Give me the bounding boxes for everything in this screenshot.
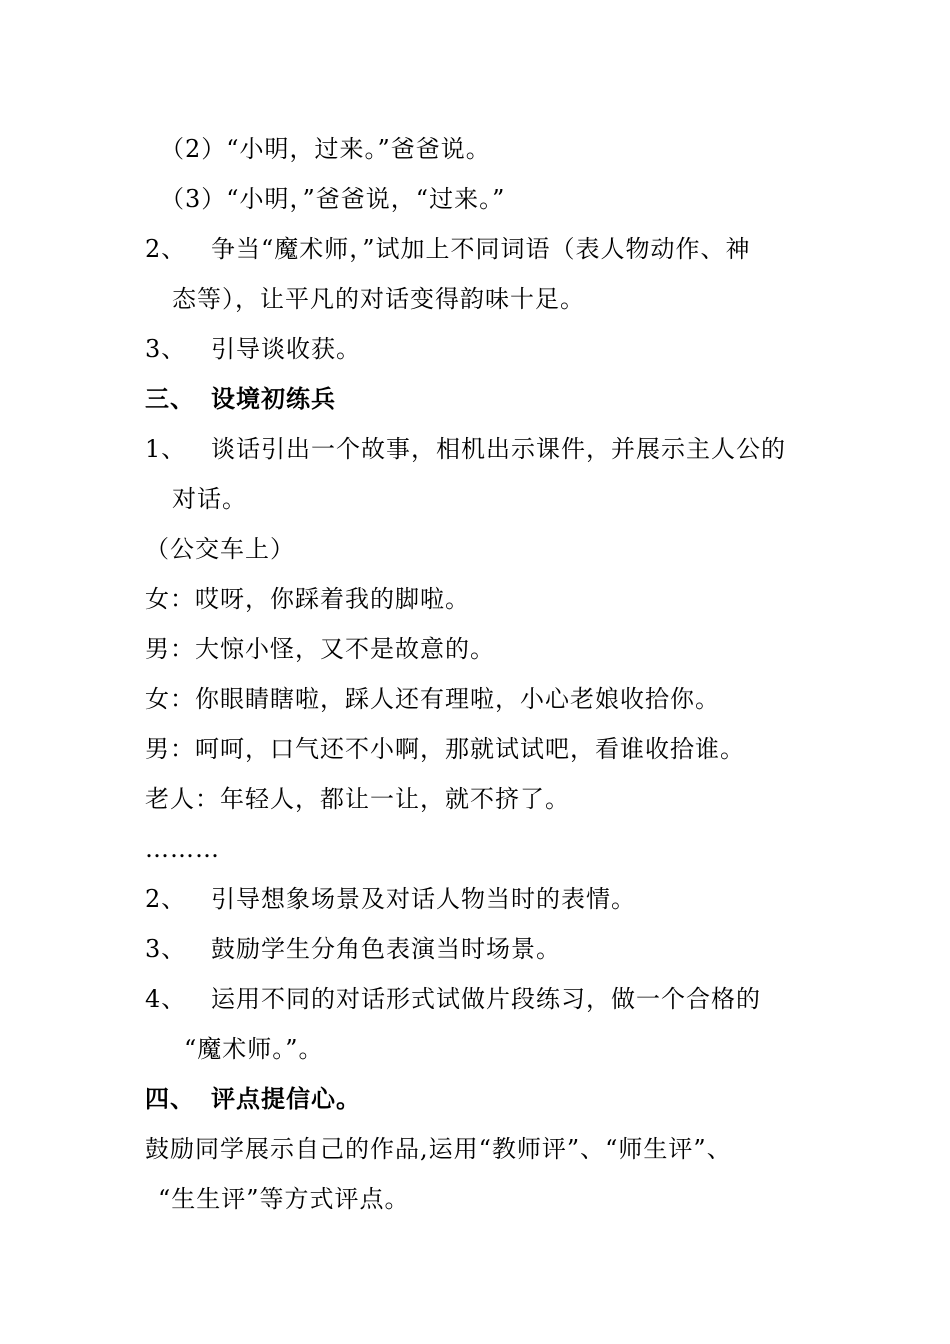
list-item-2 xyxy=(145,884,636,914)
list-item-number: 3、 xyxy=(145,335,187,363)
list-item-4 xyxy=(145,984,761,1014)
list-item-text: 谈话引出一个故事，相机出示课件，并展示主人公的 xyxy=(211,435,786,463)
list-item-3 xyxy=(145,334,361,364)
list-item-3 xyxy=(145,934,561,964)
ellipsis-line: ……… xyxy=(145,835,220,863)
list-item-1 xyxy=(145,434,786,464)
section-heading-3 xyxy=(145,384,336,414)
list-item-number: 3、 xyxy=(145,935,187,963)
scene-label: （公交车上） xyxy=(145,535,295,563)
dialogue-line: 女：哎呀，你踩着我的脚啦。 xyxy=(145,585,470,613)
dialogue-line: 老人：年轻人，都让一让，就不挤了。 xyxy=(145,785,570,813)
text-line-continuation: 对话。 xyxy=(172,485,247,513)
text-line-example-3: （3）“小明，”爸爸说，“过来。” xyxy=(160,185,506,213)
section-number: 四、 xyxy=(145,1085,195,1113)
dialogue-line: 男：呵呵，口气还不小啊，那就试试吧，看谁收拾谁。 xyxy=(145,735,745,763)
text-line-continuation: “魔术师。”。 xyxy=(184,1035,324,1063)
dialogue-line: 男：大惊小怪，又不是故意的。 xyxy=(145,635,495,663)
paragraph-line-continuation: “生生评”等方式评点。 xyxy=(158,1185,410,1213)
section-title: 评点提信心。 xyxy=(211,1085,361,1113)
text-line-continuation: 态等），让平凡的对话变得韵味十足。 xyxy=(172,285,585,313)
section-number: 三、 xyxy=(145,385,195,413)
paragraph-line: 鼓励同学展示自己的作品,运用“教师评”、“师生评”、 xyxy=(145,1135,732,1163)
list-item-number: 2、 xyxy=(145,235,187,263)
list-item-text: 引导想象场景及对话人物当时的表情。 xyxy=(211,885,636,913)
list-item-text: 争当“魔术师，”试加上不同词语（表人物动作、神 xyxy=(211,235,751,263)
list-item-2 xyxy=(145,234,751,264)
section-title: 设境初练兵 xyxy=(211,385,336,413)
list-item-text: 引导谈收获。 xyxy=(211,335,361,363)
section-heading-4 xyxy=(145,1084,361,1114)
list-item-number: 2、 xyxy=(145,885,187,913)
list-item-number: 4、 xyxy=(145,985,187,1013)
dialogue-line: 女：你眼睛瞎啦，踩人还有理啦，小心老娘收拾你。 xyxy=(145,685,720,713)
list-item-text: 运用不同的对话形式试做片段练习，做一个合格的 xyxy=(211,985,761,1013)
text-line-example-2: （2）“小明，过来。”爸爸说。 xyxy=(160,135,491,163)
list-item-number: 1、 xyxy=(145,435,187,463)
list-item-text: 鼓励学生分角色表演当时场景。 xyxy=(211,935,561,963)
